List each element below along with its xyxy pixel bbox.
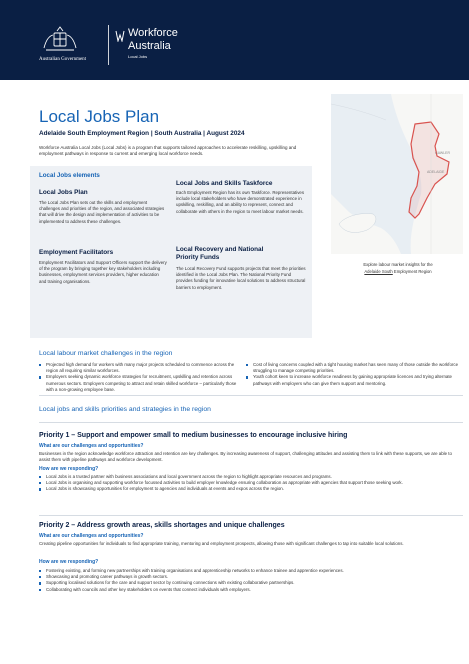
taskforce-description: Each Employment Region has its own Taskforce. Representatives include local stakeholders who have demonstrated experience in upskilling, reskilling, and an ability to represent, connect and collaborate with others in the region to meet labour market needs. [176, 190, 305, 214]
priority-1-list [39, 474, 463, 493]
list-item: Showcasing and promoting career pathways in growth sectors. [39, 574, 463, 580]
priority-2-challenges-heading: What are our challenges and opportunities? [39, 533, 144, 539]
challenges-list-left [39, 362, 239, 393]
priority-2-response-heading: How are we responding? [39, 559, 99, 565]
plan-heading: Local Jobs Plan [39, 189, 88, 196]
challenges-list-right [246, 362, 463, 387]
header-divider [108, 25, 109, 65]
map-caption-line2 [330, 269, 466, 274]
priority-2-text: Creating pipeline opportunities for individuals to find appropriate training, mentoring and employment prospects, allowing those with significant challenges to tap into suitable local solutions. [39, 541, 404, 546]
government-name: Australian Government [39, 57, 87, 62]
priority-1-response-heading: How are we responding? [39, 466, 99, 472]
recovery-heading-line1: Local Recovery and National [176, 246, 264, 253]
plan-description: The Local Jobs Plan sets out the skills and employment challenges and priorities of the region, and associated strategies that will drive the design and implementation of activities to be implemented to address these challenges. [39, 200, 165, 224]
challenges-heading: Local labour market challenges in the region [39, 350, 173, 357]
workforce-australia-logo-icon [115, 30, 125, 42]
region-map-graphic [331, 94, 463, 254]
page-subtitle: Adelaide South Employment Region | South Australia | August 2024 [39, 130, 245, 137]
list-item: Cost of living concerns coupled with a tight housing market has seen many of those outside the workforce struggling to manage competing priorities. [246, 362, 463, 374]
list-item: Local Jobs is organising and supporting workforce focussed activities to build employer knowledge ensuring collaboration as appropriate with agencies that support those seeking work. [39, 480, 463, 486]
brand-subtitle: Local Jobs [128, 54, 148, 59]
list-item: Supporting localised solutions for the care and support sector by continuing connections with existing collaborative partnerships. [39, 580, 463, 586]
list-item: Employers seeking dynamic workforce strategies for recruitment, upskilling and retention across numerous sectors. Employers competing to attract and retain skilled workforce – particularly those with a non-growing employee base. [39, 374, 239, 393]
list-item: Fostering existing, and forming new partnerships with training organisations and apprenticeship networks to enhance trainee and apprentice experiences. [39, 568, 463, 574]
region-insights-link[interactable]: Adelaide South [364, 269, 393, 274]
priorities-heading: Local jobs and skills priorities and strategies in the region [39, 406, 211, 413]
map-label-adelaide: ADELAIDE [427, 170, 445, 174]
recovery-heading-line2: Priority Funds [176, 254, 220, 261]
coat-of-arms-icon [40, 26, 80, 52]
facilitators-description: Employment Facilitators and Support Officers support the delivery of the program by bringing together key stakeholders including businesses, employment services providers, higher education and training organisations. [39, 260, 167, 284]
list-item: Youth cohort keen to increase workforce readiness by gaining appropriate licences and trying alternate pathways with employers who can give them support and mentoring. [246, 374, 463, 386]
elements-heading: Local Jobs elements [39, 172, 100, 179]
priority-2-list [39, 568, 463, 593]
page-header [0, 0, 469, 80]
brand-title-line2: Australia [128, 40, 171, 52]
taskforce-heading: Local Jobs and Skills Taskforce [176, 180, 273, 187]
intro-paragraph: Workforce Australia Local Jobs (Local Jobs) is a program that supports tailored approaches to accelerate reskilling, upskilling and employment pathways in response to current and emerging local workforce needs. [39, 145, 297, 157]
region-map[interactable] [331, 94, 463, 254]
map-label-gawler: GAWLER [435, 151, 451, 155]
recovery-description: The Local Recovery Fund supports projects that meet the priorities identified in the Local Jobs Plan. The National Priority Fund provides funding for innovative local solutions to address structural barriers to employment. [176, 266, 306, 290]
priority-2-title: Priority 2 – Address growth areas, skills shortages and unique challenges [39, 522, 285, 529]
list-item: Collaborating with councils and other key stakeholders on events that connect individuals with employers. [39, 587, 463, 593]
facilitators-heading: Employment Facilitators [39, 249, 114, 256]
list-item: Local Jobs is a trusted partner with business associations and local government across the region to highlight appropriate resources and programs. [39, 474, 463, 480]
page-title: Local Jobs Plan [39, 107, 160, 126]
section-divider [39, 515, 463, 516]
section-divider [39, 395, 463, 396]
brand-title-line1: Workforce [128, 27, 178, 39]
section-divider [39, 422, 463, 423]
list-item: Projected high demand for workers with many major projects scheduled to commence across the region all requiring similar workforces. [39, 362, 239, 374]
priority-1-text: Businesses in the region acknowledge workforce attraction and retention are key challenges. By increasing awareness of support, challenging attitudes and assisting them to link with these supports, we are able to assist them with pipeline pathways and workforce development. [39, 451, 452, 463]
map-caption-rest: Employment Region [392, 269, 432, 274]
list-item: Local Jobs is showcasing opportunities for employment to agencies and individuals at events and expos across the region. [39, 486, 463, 492]
priority-1-challenges-heading: What are our challenges and opportunities? [39, 443, 144, 449]
map-caption-line1: Explore labour market insights for the [363, 262, 433, 267]
priority-1-title: Priority 1 – Support and empower small to medium businesses to encourage inclusive hiring [39, 432, 348, 439]
